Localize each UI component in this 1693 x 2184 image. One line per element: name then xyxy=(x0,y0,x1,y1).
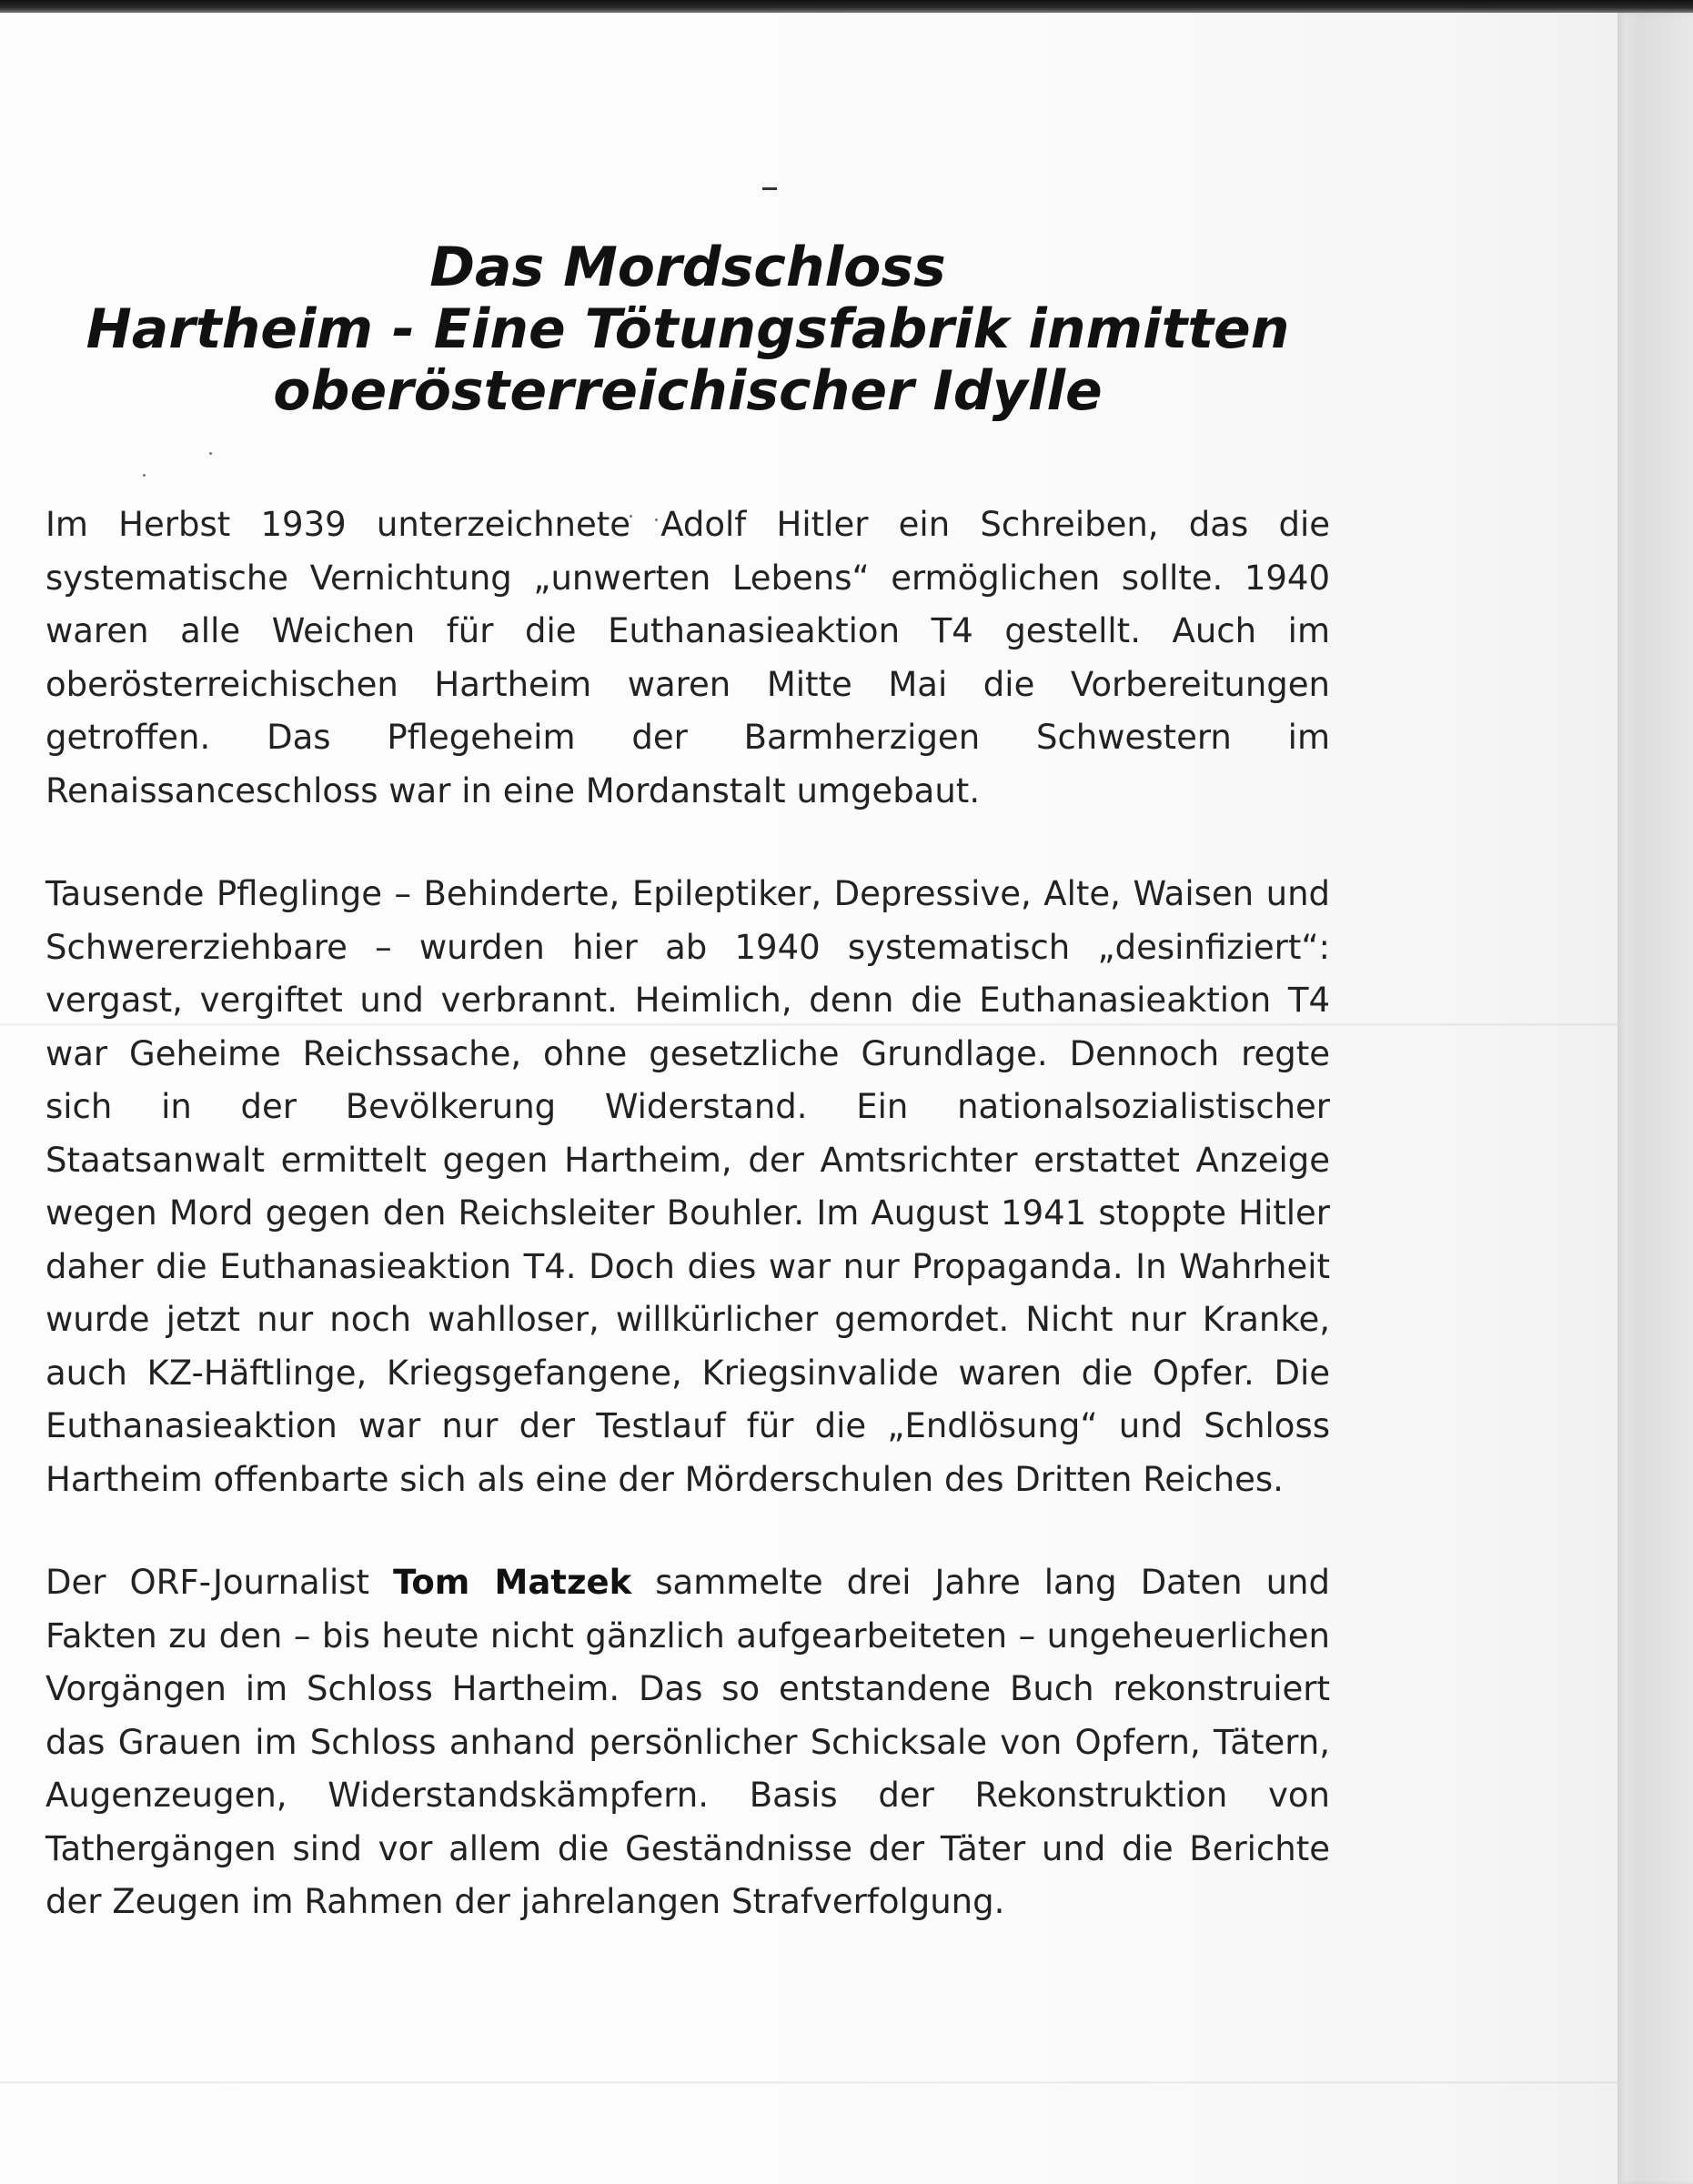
paragraph-3-rest: sammelte drei Jahre lang Daten und Fakten zu den – bis heute nicht gänzlich aufgearbeiteten – ungeheuerlichen Vorgängen im Schloss Hartheim. Das so entstandene Buch rekonstruiert das Grauen im Schloss anhand persönlicher Schicksale von Opfern, Tätern, Augenzeugen, Widerstandskämpfern. Basis der Rekonstruktion von Tathergängen sind vor allem die Geständnisse der Täter und die Berichte der Zeugen im Rahmen der jahrelangen Strafverfolgung. xyxy=(45,1563,1330,1921)
document-title xyxy=(45,237,1330,422)
paragraph-1: Im Herbst 1939 unterzeichnete Adolf Hitler ein Schreiben, das die systematische Vernichtung „unwerten Lebens“ ermöglichen sollte. 1940 waren alle Weichen für die Euthanasieaktion T4 gestellt. Auch im oberösterreichischen Hartheim waren Mitte Mai die Vorbereitungen getroffen. Das Pflegeheim der Barmherzigen Schwestern im Renaissanceschloss war in eine Mordanstalt umgebaut. xyxy=(45,505,1330,810)
document-page xyxy=(45,237,1330,1979)
paper-right-edge xyxy=(1617,13,1693,2184)
document-body xyxy=(45,498,1330,1929)
paragraph-3 xyxy=(45,1556,1330,1929)
title-line-3: oberösterreichischer Idylle xyxy=(273,359,1103,423)
title-line-1: Das Mordschloss xyxy=(429,236,946,299)
author-name: Tom Matzek xyxy=(393,1563,632,1602)
title-line-2: Hartheim - Eine Tötungsfabrik inmitten xyxy=(86,297,1290,361)
paragraph-2: Tausende Pfleglinge – Behinderte, Epileptiker, Depressive, Alte, Waisen und Schwererziehbare – wurden hier ab 1940 systematisch „desinfiziert“: vergast, vergiftet und verbrannt. Heimlich, denn die Euthanasieaktion T4 war Geheime Reichssache, ohne gesetzliche Grundlage. Dennoch regte sich in der Bevölkerung Widerstand. Ein nationalsozialistischer Staatsanwalt ermittelt gegen Hartheim, der Amtsrichter erstattet Anzeige wegen Mord gegen den Reichsleiter Bouhler. Im August 1941 stoppte Hitler daher die Euthanasieaktion T4. Doch dies war nur Propaganda. In Wahrheit wurde jetzt nur noch wahlloser, willkürlicher gemordet. Nicht nur Kranke, auch KZ-Häftlinge, Kriegsgefangene, Kriegsinvalide waren die Opfer. Die Euthanasieaktion war nur der Testlauf für die „Endlösung“ und Schloss Hartheim offenbarte sich als eine der Mörderschulen des Dritten Reiches. xyxy=(45,874,1330,1499)
dash-mark xyxy=(762,187,777,190)
paper-fold-line xyxy=(0,2081,1617,2084)
scanner-top-edge xyxy=(0,0,1693,13)
paragraph-3-start: Der ORF-Journalist xyxy=(45,1563,394,1602)
